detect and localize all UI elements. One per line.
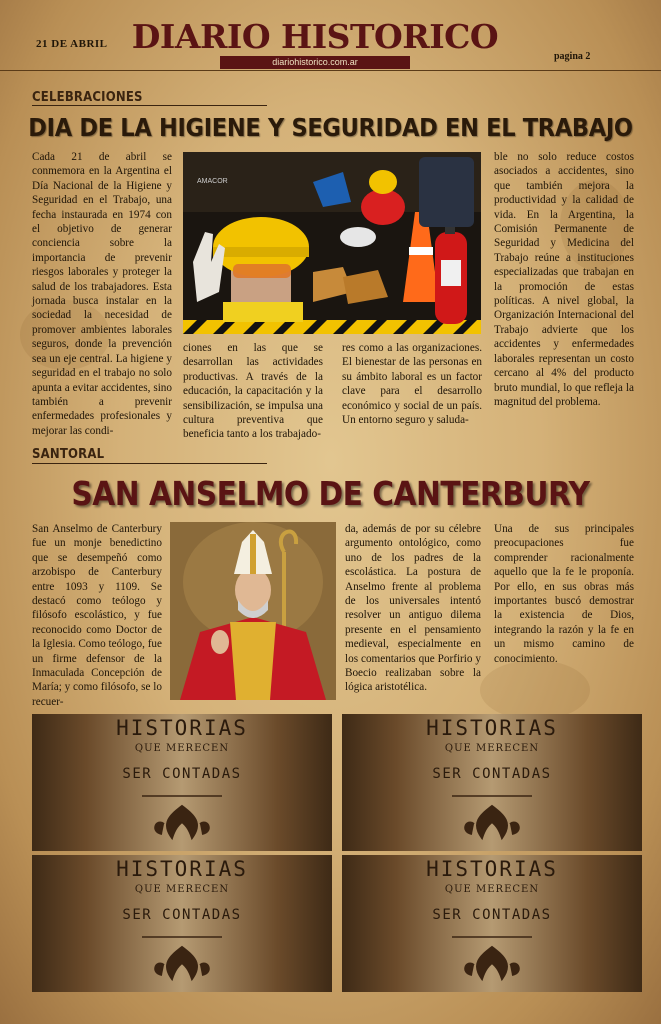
promo-subtitle: QUE MERECEN — [444, 743, 540, 754]
promo-tagline: SER CONTADAS — [122, 907, 242, 923]
masthead-divider — [0, 70, 661, 71]
article1-column-4: ble no solo reduce costos asociados a accidentes, sino que también mejora la productividad y la calidad de vida. En la Argentina, la Comisión Permanente de Seguridad y Medicina del Trabajo reúne a instituciones especializadas que trabajan en la promoción de estas políticas. A nivel global, la Organización Internacional del Trabajo advierte que los accidentes y enfermedades laborales representan un costo cercano al 4% del producto bruto mundial, lo que refleja la magnitud del problema. — [494, 151, 634, 408]
promo-panel[interactable] — [32, 855, 332, 992]
promo-title: HISTORIAS — [426, 716, 558, 740]
headline-san-anselmo: SAN ANSELMO DE CANTERBURY — [71, 474, 590, 513]
promo-panel[interactable] — [342, 714, 642, 851]
promo-panel[interactable] — [32, 714, 332, 851]
promo-title: HISTORIAS — [426, 857, 558, 881]
promo-title: HISTORIAS — [116, 857, 248, 881]
paper-stain — [480, 660, 590, 720]
article1-column-2: ciones en las que se desarrollan las actividades productivas. A través de la educación, la capacitación y la sensibilización, se impulsa una cultura preventiva que beneficia tanto a los trabajado- — [183, 342, 323, 441]
promo-panel[interactable] — [342, 855, 642, 992]
fleur-de-lis-icon — [342, 714, 642, 851]
promo-tagline: SER CONTADAS — [122, 766, 242, 782]
promo-tagline: SER CONTADAS — [432, 766, 552, 782]
promo-title: HISTORIAS — [116, 716, 248, 740]
section-label-santoral: SANTORAL — [32, 447, 105, 462]
promo-subtitle: QUE MERECEN — [444, 884, 540, 895]
fleur-de-lis-icon — [32, 855, 332, 992]
brand-logo-text: AMACOR — [197, 178, 228, 185]
section-divider — [32, 463, 267, 464]
article2-column-2: da, además de por su célebre argumento ontológico, como uno de los padres de la escolástica. La postura de Anselmo frente al problema de los universales intentó resolver un antiguo dilema presente en el pensamiento medieval, especialmente en los comentarios que Porfirio y Boecio realizaban sobre la lógica aristotélica. — [345, 523, 481, 694]
section-label-celebraciones: CELEBRACIONES — [32, 90, 143, 105]
headline-higiene: DIA DE LA HIGIENE Y SEGURIDAD EN EL TRABAJO — [28, 113, 633, 142]
article2-column-1: San Anselmo de Canterbury fue un monje benedictino que se desempeñó como arzobispo de Canterbury entre 1093 y 1109. Se destacó como teólogo y filósofo escolástico, y fue reconocido como Doctor de la Iglesia. Como teólogo, fue un firme defensor de la Inmaculada Concepción de María; y como filósofo, se lo recuer- — [32, 523, 162, 708]
promo-tagline: SER CONTADAS — [432, 907, 552, 923]
fleur-de-lis-icon — [32, 714, 332, 851]
section-divider — [32, 105, 267, 106]
newspaper-title: DIARIO HISTORICO — [131, 17, 499, 56]
safety-equipment-image — [183, 152, 481, 334]
promo-subtitle: QUE MERECEN — [134, 743, 230, 754]
page-number: pagina 2 — [554, 51, 591, 62]
issue-date: 21 DE ABRIL — [36, 38, 108, 50]
promo-subtitle: QUE MERECEN — [134, 884, 230, 895]
saint-anselm-portrait — [170, 522, 336, 700]
article2-column-3: Una de sus principales preocupaciones fue comprender racionalmente aquello que la fe le proponía. Por ello, en sus obras más importantes buscó demostrar la existencia de Dios, integrando la razón y la fe en un mismo camino de conocimiento. — [494, 523, 634, 665]
article1-column-1: Cada 21 de abril se conmemora en la Argentina el Día Nacional de la Higiene y Seguridad en el Trabajo, una fecha instaurada en 1974 con el objetivo de generar conciencia sobre la importancia de prevenir riesgos laborales y proteger la salud de los trabajadores. Esta jornada busca instalar en la sociedad la necesidad de promover ambientes laborales seguros, donde la prevención sea un eje central. La higiene y seguridad en el trabajo no solo apunta a evitar accidentes, sino también a prevenir enfermedades profesionales y mejorar las condi- — [32, 151, 172, 437]
saint-anselm-illustration — [170, 522, 336, 700]
site-url[interactable]: diariohistorico.com.ar — [220, 56, 410, 69]
article1-column-3: res como a las organizaciones. El bienestar de las personas en su ámbito laboral es un factor clave para el desarrollo económico y social de un país. Un entorno seguro y saluda- — [342, 342, 482, 427]
fleur-de-lis-icon — [342, 855, 642, 992]
